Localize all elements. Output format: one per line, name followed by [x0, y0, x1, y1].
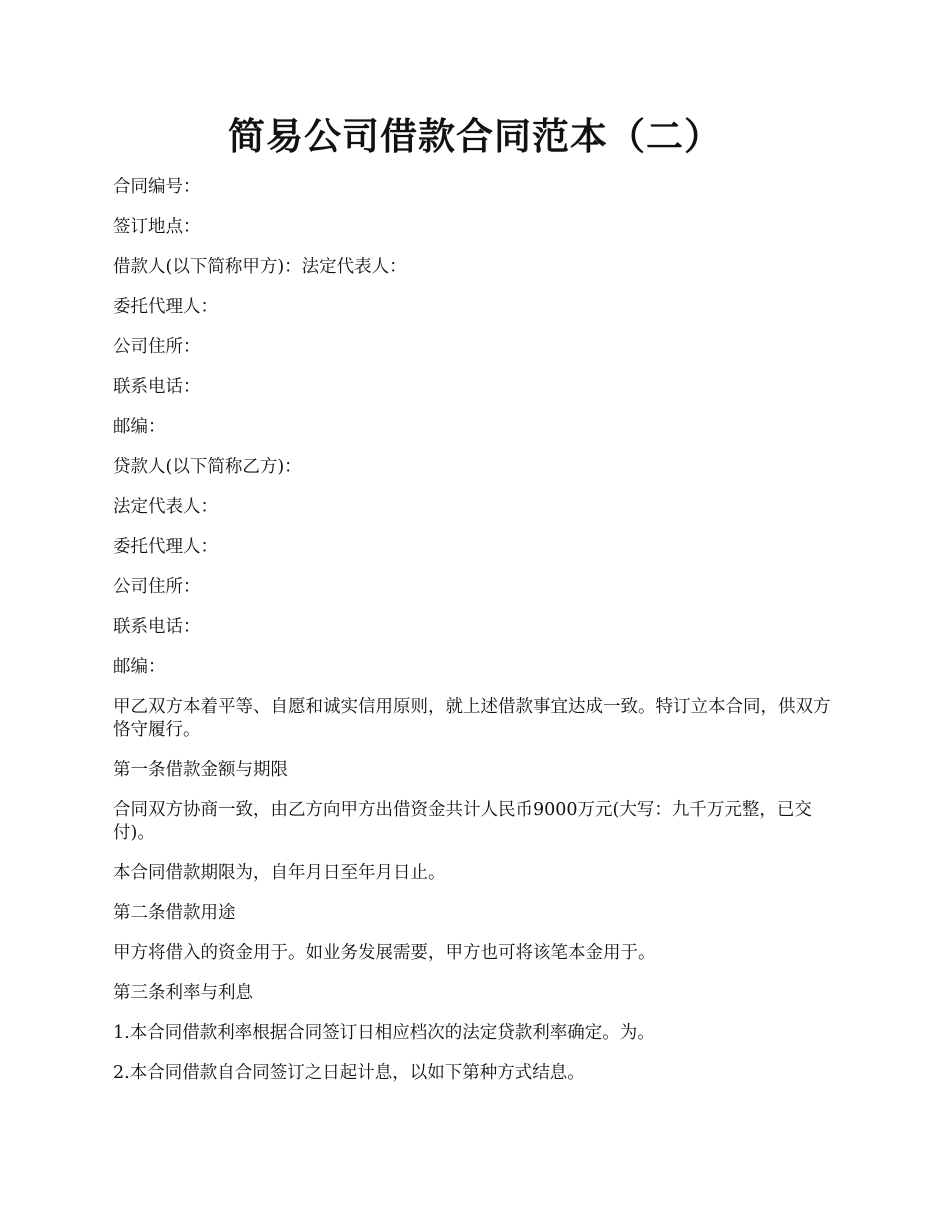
- lender-address-line: 公司住所：: [113, 577, 201, 597]
- lender-line: 贷款人(以下简称乙方)：: [113, 457, 302, 477]
- borrower-postcode-line: 邮编：: [113, 417, 166, 437]
- article-3-heading: 第三条利率与利息: [113, 983, 253, 1003]
- article-3-clause-1: 1.本合同借款利率根据合同签订日相应档次的法定贷款利率确定。为。: [113, 1023, 655, 1043]
- borrower-address-line: 公司住所：: [113, 337, 201, 357]
- lender-phone-line: 联系电话：: [113, 617, 201, 637]
- article-2-heading: 第二条借款用途: [113, 903, 236, 923]
- borrower-line: 借款人(以下简称甲方)：法定代表人：: [113, 257, 407, 277]
- article-2-purpose-paragraph: 甲方将借入的资金用于。如业务发展需要，甲方也可将该笔本金用于。: [113, 943, 656, 963]
- borrower-phone-line: 联系电话：: [113, 377, 201, 397]
- preamble-paragraph: 甲乙双方本着平等、自愿和诚实信用原则，就上述借款事宜达成一致。特订立本合同，供双方恪守履行。: [113, 697, 831, 740]
- document-title: 简易公司借款合同范本（二）: [228, 114, 722, 158]
- article-1-heading: 第一条借款金额与期限: [113, 760, 288, 780]
- lender-agent-line: 委托代理人：: [113, 537, 218, 557]
- lender-postcode-line: 邮编：: [113, 657, 166, 677]
- article-1-amount-paragraph: 合同双方协商一致，由乙方向甲方出借资金共计人民币9000万元(大写：九千万元整，已交付)。: [113, 800, 812, 843]
- document-body: [113, 176, 843, 1102]
- borrower-agent-line: 委托代理人：: [113, 297, 218, 317]
- lender-representative-line: 法定代表人：: [113, 497, 218, 517]
- signing-location-line: 签订地点：: [113, 217, 201, 237]
- contract-number-line: 合同编号：: [113, 177, 201, 197]
- article-3-clause-2: 2.本合同借款自合同签订之日起计息，以如下第种方式结息。: [113, 1063, 585, 1083]
- article-1-term-paragraph: 本合同借款期限为，自年月日至年月日止。: [113, 863, 446, 883]
